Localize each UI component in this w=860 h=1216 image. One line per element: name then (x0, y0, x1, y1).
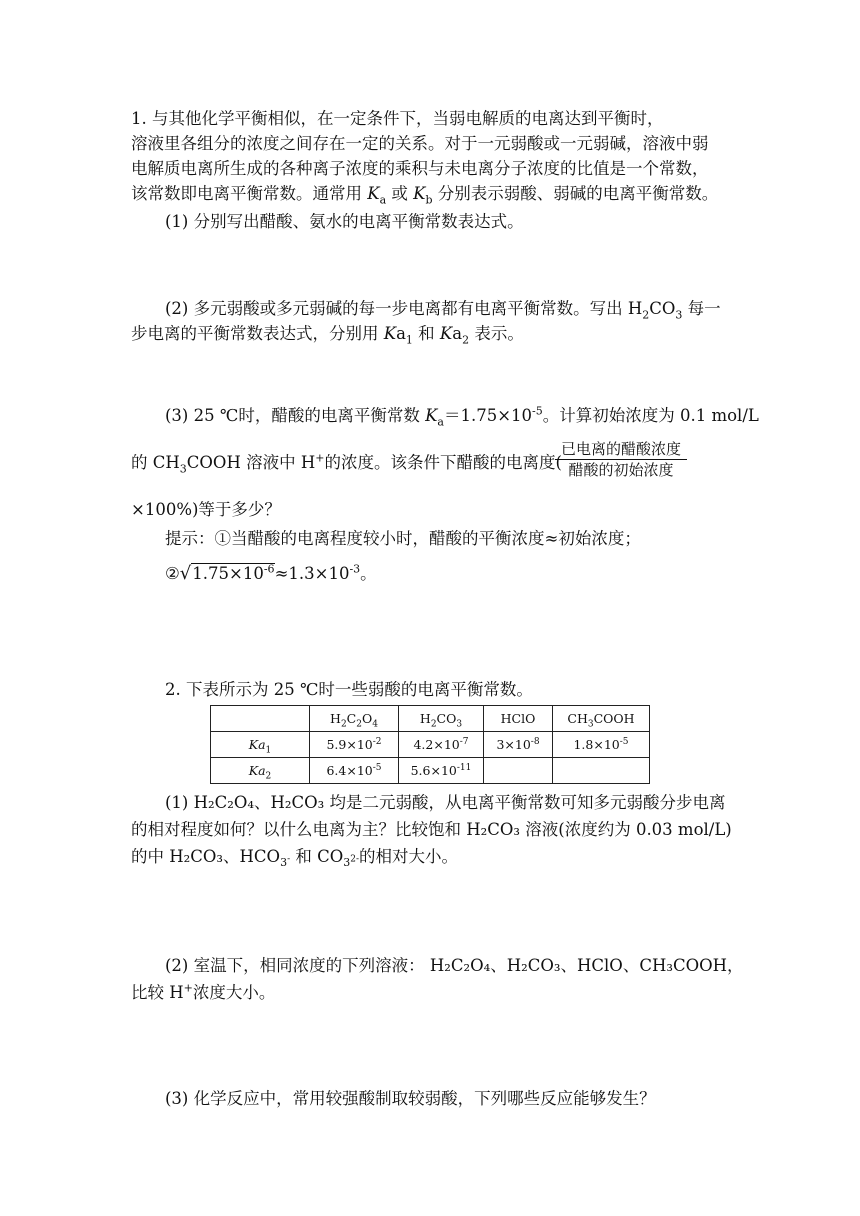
q1-part-2-line-2: 步电离的平衡常数表达式，分别用 $Ka_1$ 和 $Ka_2$ 表示。 (131, 324, 524, 347)
q2-part-2-line-2: 比较 H+浓度大小。 (131, 981, 276, 1002)
q2-part-1-line-2: 的相对程度如何？以什么电离为主？比较饱和 H₂CO₃ 溶液(浓度约为 0.03 mol/L) (131, 820, 732, 839)
table-row (211, 758, 650, 784)
q1-hint-1: 提示：①当醋酸的电离程度较小时，醋酸的平衡浓度≈初始浓度； (165, 529, 641, 548)
table-header-row (211, 706, 650, 732)
q1-intro-line-4: 该常数即电离平衡常数。通常用 $K_a$ 或 $K_b$ 分别表示弱酸、弱碱的电离平衡常数。 (131, 184, 719, 207)
q2-part-1-line-1: (1) H₂C₂O₄、H₂CO₃ 均是二元弱酸，从电离平衡常数可知多元弱酸分步电离 (165, 793, 726, 812)
table-cell: $5.6\times 10^{-11}$ (399, 758, 484, 784)
fraction-numerator: 已电离的醋酸浓度 (555, 439, 687, 460)
table-header-cell: $CH_3COOH$ (553, 706, 650, 732)
ionization-constants-table (210, 705, 650, 784)
table-row (211, 732, 650, 758)
table-cell: $5.9\times 10^{-2}$ (310, 732, 399, 758)
q1-intro-line-1: 1. 与其他化学平衡相似，在一定条件下，当弱电解质的电离达到平衡时， (131, 109, 664, 128)
ionization-degree-fraction (555, 439, 687, 480)
q1-part-1: (1) 分别写出醋酸、氨水的电离平衡常数表达式。 (165, 212, 524, 231)
q2-part-2-line-1: (2) 室温下，相同浓度的下列溶液： H₂C₂O₄、H₂CO₃、HClO、CH₃COOH， (165, 956, 744, 975)
q2-title: 2. 下表所示为 25 ℃时一些弱酸的电离平衡常数。 (165, 680, 533, 699)
q2-part-3: (3) 化学反应中，常用较强酸制取较弱酸，下列哪些反应能够发生？ (165, 1089, 656, 1108)
table-header-cell: $H_2CO_3$ (399, 706, 484, 732)
q1-part-2-line-1: (2) 多元弱酸或多元弱碱的每一步电离都有电离平衡常数。写出 $H_2CO_3$ 每一 (165, 299, 721, 322)
q1-part-3-line-1: (3) 25 ℃时，醋酸的电离平衡常数 $K_a=1.75\times 10^{-5}$。计算初始浓度为 0.1 mol/L (165, 404, 759, 429)
q1-hint-2: $②√1.75\times 10^{-6}\approx 1.3\times 10^{-3}$。 (165, 562, 377, 584)
table-header-cell: HClO (484, 706, 553, 732)
q1-part-3-line-3: ×100%)等于多少？ (131, 500, 281, 519)
q1-intro-line-3: 电解质电离所生成的各种离子浓度的乘积与未电离分子浓度的比值是一个常数， (131, 159, 709, 178)
sqrt-expression: $√1.75\times 10^{-6}$ (179, 562, 275, 584)
table-cell (553, 758, 650, 784)
table-header-cell (211, 706, 310, 732)
q1-intro-line-2: 溶液里各组分的浓度之间存在一定的关系。对于一元弱酸或一元弱碱，溶液中弱 (131, 134, 709, 153)
fraction-denominator: 醋酸的初始浓度 (568, 461, 674, 479)
row-label: $Ka_2$ (211, 758, 310, 784)
q2-part-1-line-3: 的中 H₂CO₃、$HCO_{3^-}$ 和 $CO_{3^{2-}}$的相对大小。 (131, 847, 459, 870)
table-header-cell: $H_2C_2O_4$ (310, 706, 399, 732)
row-label: $Ka_1$ (211, 732, 310, 758)
table-cell: $6.4\times 10^{-5}$ (310, 758, 399, 784)
table-cell (484, 758, 553, 784)
q1-part-3-line-2: 的 $CH_3COOH$ 溶液中 H+的浓度。该条件下醋酸的电离度( (131, 451, 562, 476)
table-cell: $1.8\times 10^{-5}$ (553, 732, 650, 758)
table-cell: $4.2\times 10^{-7}$ (399, 732, 484, 758)
table-cell: $3\times 10^{-8}$ (484, 732, 553, 758)
